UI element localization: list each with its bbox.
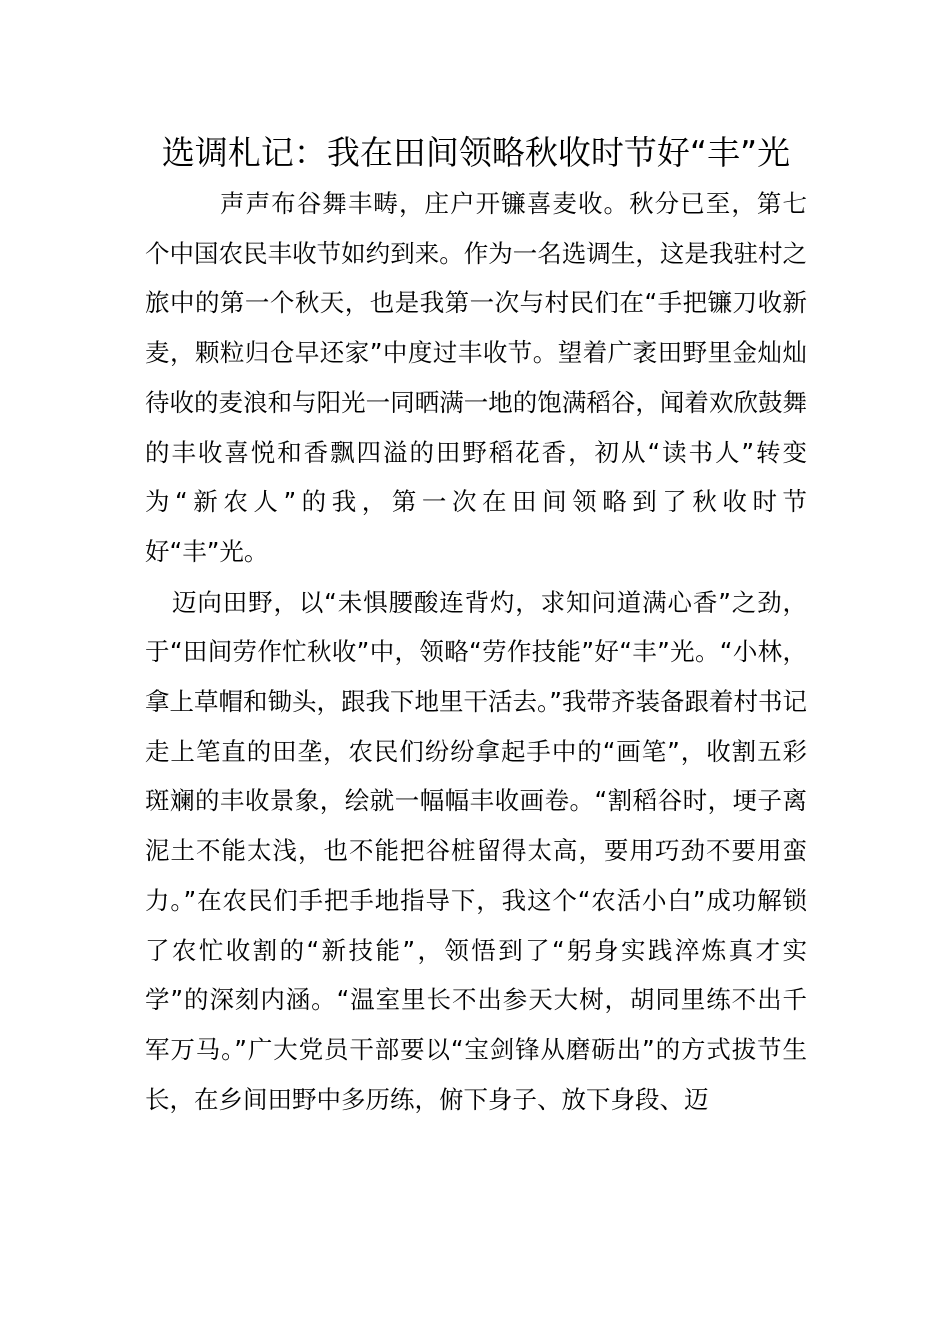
document-page	[145, 128, 807, 1124]
paragraph-2: 迈向田野，以“未惧腰酸连背灼，求知问道满心香”之劲，于“田间劳作忙秋收”中，领略“劳作技能”好“丰”光。“小林，拿上草帽和锄头，跟我下地里干活去。”我带齐装备跟着村书记走上笔直的田垄，农民们纷纷拿起手中的“画笔”，收割五彩斑斓的丰收景象，绘就一幅幅丰收画卷。“割稻谷时，埂子离泥土不能太浅，也不能把谷桩留得太高，要用巧劲不要用蛮力。”在农民们手把手地指导下，我这个“农活小白”成功解锁了农忙收割的“新技能”，领悟到了“躬身实践淬炼真才实学”的深刻内涵。“温室里长不出参天大树，胡同里练不出千军万马。”广大党员干部要以“宝剑锋从磨砺出”的方式拔节生长，在乡间田野中多历练，俯下身子、放下身段、迈	[145, 587, 807, 1114]
paragraph-1: 声声布谷舞丰畴，庄户开镰喜麦收。秋分已至，第七个中国农民丰收节如约到来。作为一名选调生，这是我驻村之旅中的第一个秋天，也是我第一次与村民们在“手把镰刀收新麦，颗粒归仓早还家”中度过丰收节。望着广袤田野里金灿灿待收的麦浪和与阳光一同晒满一地的饱满稻谷，闻着欢欣鼓舞的丰收喜悦和香飘四溢的田野稻花香，初从“读书人”转变为“新农人”的我，第一次在田间领略到了秋收时节好“丰”光。	[145, 189, 807, 566]
document-title: 选调札记：我在田间领略秋收时节好“丰”光	[161, 133, 791, 172]
